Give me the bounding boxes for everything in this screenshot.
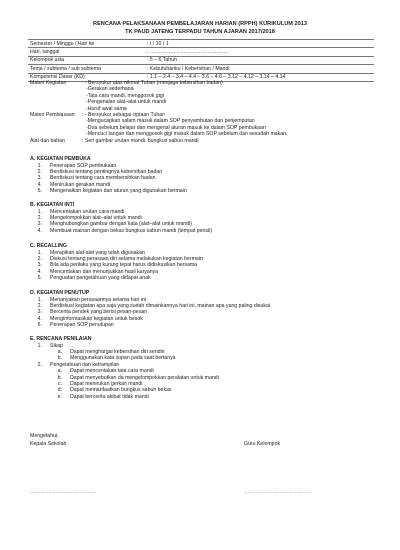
alat-bahan	[30, 138, 390, 144]
list-item: 3. Berdiskusi tentang cara membersihkan badan	[37, 175, 156, 182]
section-kegiatan-penutup	[30, 290, 390, 329]
sub-list-item: e. Dapat bercerita akibat tidak mandi	[57, 393, 149, 400]
meta-value: : 5 – 6 Tahun	[147, 57, 177, 64]
materi-kegiatan-item: -Gerakan sederhana	[86, 86, 134, 93]
materi-pembiasaan-item: -Doa sebelum belajar dan mengenal aturan masuk ke dalam SOP pembukaan	[86, 124, 266, 131]
meta-key: Hari, tanggal	[30, 48, 60, 55]
meta-key: Semester / Minggu / Hari ke	[30, 40, 95, 47]
meta-row	[28, 65, 374, 73]
section-heading: B. KEGIATAN INTI	[30, 202, 75, 208]
document-title: RENCANA PELAKSANAAN PEMBELAJARAN HARIAN (RPPH) KURIKULUM 2013	[93, 21, 307, 27]
list-item: 4. Menirukan gerakan mandi	[37, 181, 110, 188]
materi-pembiasaan-item: -Mengucapkan salam masuk dalam SOP penyambutan dan penjemputan	[86, 118, 255, 125]
mengetahui-text: Mengetahui,	[30, 433, 59, 439]
meta-table	[28, 39, 374, 82]
meta-row	[28, 56, 374, 64]
section-heading: C. RECALLING	[30, 243, 67, 249]
list-item: 4. Mencentakan dan menunjukkan hasil karyanya	[37, 268, 159, 275]
meta-key: Tema / subtema / sub subtema	[30, 65, 101, 72]
meta-row	[28, 40, 374, 48]
list-item: 5. Mengenalkan kegiatan dan aturan yang digunakan bermain	[37, 188, 187, 195]
list-item: 2. Mengelompokkan alat–alat untuk mandi	[37, 214, 142, 221]
alat-bahan-value: : Seri gambar urutan mandi, bungkus sabun mandi	[82, 138, 199, 144]
sub-list-item: c. Dapat menirukan gerkan mandi	[57, 380, 143, 387]
sub-list-item: a. Dapat menghargai kebersihan diri sendiri	[57, 348, 165, 355]
list-item: 2. Pengetahuan dan ketrampilan	[37, 361, 120, 368]
section-kegiatan-pembuka	[30, 156, 390, 195]
alat-bahan-label: Alat dan bahan	[30, 138, 65, 144]
materi-pembiasaan-label: Materi Pembiasaan	[30, 112, 75, 118]
materi-kegiatan	[30, 80, 390, 112]
materi-kegiatan-item: -Pengenalan alat–alat untuk mandi	[86, 99, 167, 106]
guru-kelompok-label: Guru Kelompok	[244, 441, 281, 447]
list-item: 1. Menanyakan perasaannya selama hari ini	[37, 296, 147, 303]
kepala-sekolah-label: Kepala Sekolah	[30, 441, 67, 447]
section-heading: A. KEGIATAN PEMBUKA	[30, 156, 91, 162]
materi-pembiasaan	[30, 112, 390, 138]
document-subtitle: TK PAUD JATENG TERPADU TAHUN AJARAN 2017/2018	[125, 29, 275, 35]
section-rencana-penilaian	[30, 336, 390, 400]
materi-kegiatan-item: : - Bersyukur atas nikmat Tuhan (menjaga kebersihan badan)	[82, 80, 223, 86]
meta-key: Kompetensi Dasar (KD)	[30, 74, 85, 81]
list-item: 1. Sikap	[37, 342, 63, 349]
list-item: 1. Penerapan SOP pembukaan	[37, 162, 117, 169]
list-item: 3. Bercerita pendek yang berisi pesan-pesan	[37, 309, 148, 316]
signature-line-guru: ………………………………	[244, 489, 312, 495]
materi-kegiatan-item: -Tata cara mandi, menggosok gigi	[86, 92, 164, 99]
materi-kegiatan-item: -Huruf awal sama	[86, 105, 127, 112]
sub-list-item: a. Dapat mencentakan tata cara mandi	[57, 368, 154, 375]
list-item: 1. Merapikan alat-alat yang telah digunakan	[37, 249, 145, 256]
section-heading: E. RENCANA PENILAIAN	[30, 336, 92, 342]
sub-list-item: d. Dapat memanfaatkan bungkus sabun bekas	[57, 387, 172, 394]
section-kegiatan-inti	[30, 202, 390, 234]
list-item: 2. Berdiskusi tentang pentingnya kebersihan badan	[37, 168, 163, 175]
sub-list-item: b. Menggunakan kata sopan pada saat bertanya	[57, 355, 176, 362]
materi-kegiatan-label: Materi Kegiatan	[30, 80, 67, 86]
list-item: 2. Diskusi tentang perasaan diri selama melakukan kegiatan bermain	[37, 255, 203, 262]
meta-key: Kelompok usia	[30, 57, 65, 64]
meta-value: : 1.1 – 2.4 – 3.4 – 4.4 – 3.6 – 4.6 – 3.12 – 4.12 – 3.14 – 4.14	[147, 74, 286, 81]
meta-row	[28, 48, 374, 56]
list-item: 3. Menghubungkan gambar dengan kata (alat–alat untuk mandi)	[37, 221, 192, 228]
meta-value: : I / 10 / 1	[147, 40, 169, 47]
list-item: 4. Membuat mainan dengan bekas bungkus sabun mandi (tempat pensil)	[37, 227, 213, 234]
materi-pembiasaan-item: : - Bersyukur sebagai ciptaan Tuhan	[82, 112, 166, 118]
meta-value: : Kebutuhanku / Kebersihan / Mandi	[147, 65, 230, 72]
list-item: 5. Penguatan pengetahuan yang didapat anak	[37, 275, 151, 282]
list-item: 3. Bila ada perilaku yang kurang tepat harus didiskusikan bersama	[37, 262, 198, 269]
list-item: 2. Berdiskusi kegiatan apa saja yang sudah dimainkannya hari ini, mainan apa yang paling disukai	[37, 302, 271, 309]
signature-line-kepala: ………………………………	[30, 489, 98, 495]
meta-value: : ………….., …………………………	[147, 48, 229, 55]
list-item: 4. Menginformasikan kegiatan untuk besok	[37, 315, 143, 322]
sub-list-item: b. Dapat menyebutkan da mengelompokkan peralatan untuk mandi	[57, 374, 219, 381]
list-item: 5. Penerapan SOP penutupan	[37, 322, 114, 329]
section-heading: D. KEGIATAN PENUTUP	[30, 290, 90, 296]
list-item: 1. Mencentakan urutan cara mandi	[37, 208, 125, 215]
materi-pembiasaan-item: -Mencuci tangan dan menggosok gigi masuk dalam SOP sebelum dan sesudah makan.	[86, 131, 288, 138]
section-recalling	[30, 243, 390, 282]
